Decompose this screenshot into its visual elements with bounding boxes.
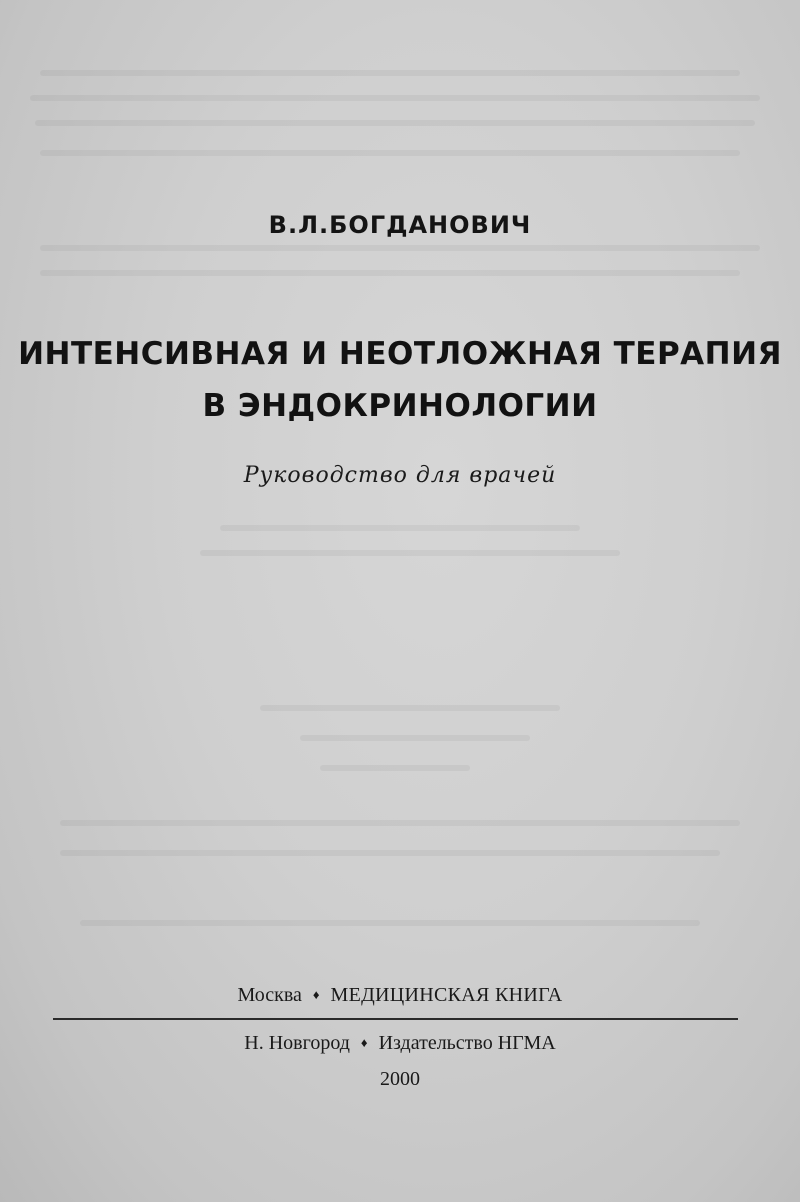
book-title-line-1: ИНТЕНСИВНАЯ И НЕОТЛОЖНАЯ ТЕРАПИЯ: [18, 336, 782, 372]
publisher-name: Издательство НГМА: [378, 1032, 556, 1054]
author-name: В.Л.БОГДАНОВИЧ: [268, 211, 532, 239]
diamond-separator-icon: ♦: [360, 1035, 368, 1050]
publisher-city: Москва: [237, 984, 302, 1006]
publisher-city: Н. Новгород: [244, 1032, 350, 1054]
publisher-divider: [53, 1018, 738, 1020]
book-subtitle: Руководство для врачей: [243, 463, 557, 488]
publication-year: 2000: [380, 1068, 420, 1090]
publisher-name: МЕДИЦИНСКАЯ КНИГА: [330, 984, 563, 1006]
publisher-line-1: [0, 984, 800, 1007]
book-title-line-2: В ЭНДОКРИНОЛОГИИ: [202, 388, 598, 424]
diamond-separator-icon: ♦: [312, 987, 320, 1002]
publisher-line-2: [0, 1032, 800, 1055]
